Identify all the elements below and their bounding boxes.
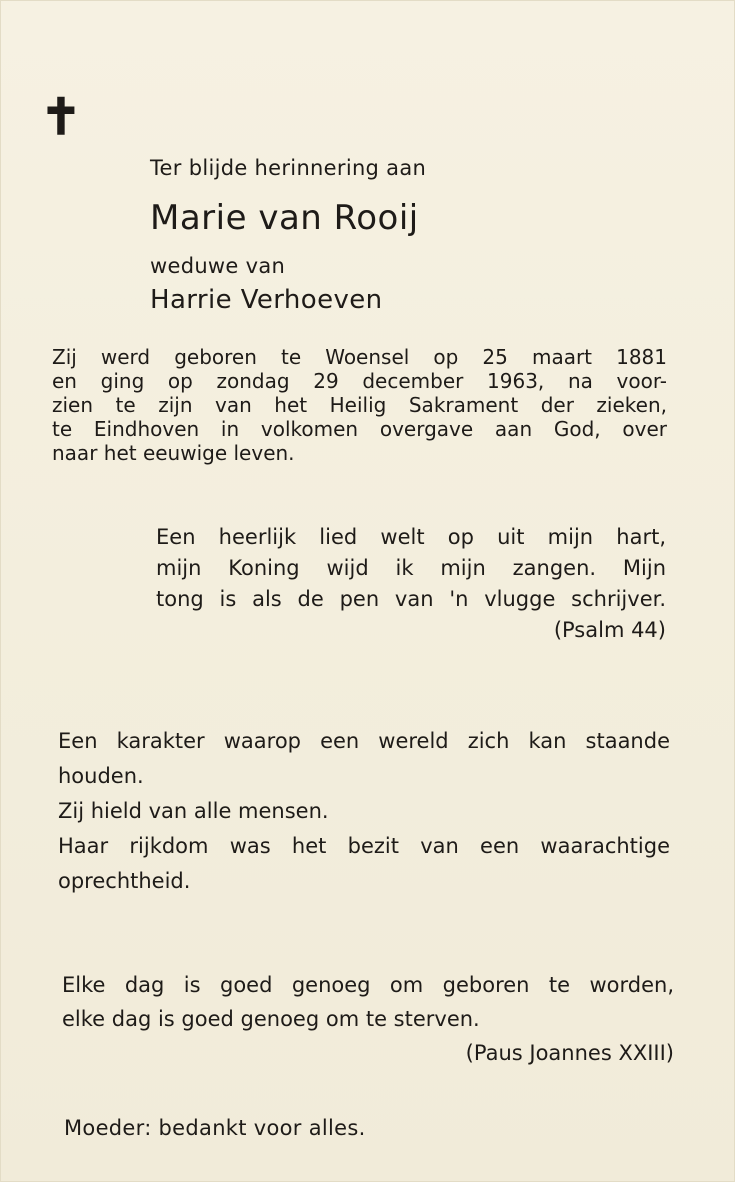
biography-line: Zij werd geboren te Woensel op 25 maart 1881 — [52, 345, 667, 369]
biography-line: te Eindhoven in volkomen overgave aan God, over — [52, 417, 667, 441]
character-line: oprechtheid. — [58, 869, 191, 893]
pope-quote-line: elke dag is goed genoeg om te sterven. — [62, 1007, 480, 1031]
intro-text: Ter blijde herinnering aan — [150, 156, 427, 180]
psalm-source: (Psalm 44) — [553, 618, 666, 642]
pope-quote-source: (Paus Joannes XXIII) — [465, 1041, 674, 1065]
character-text — [58, 724, 670, 899]
psalm-line: Een heerlijk lied welt op uit mijn hart, — [156, 525, 666, 549]
biography-line: zien te zijn van het Heilig Sakrament der zieken, — [52, 393, 667, 417]
psalm-line: mijn Koning wijd ik mijn zangen. Mijn — [156, 556, 666, 580]
deceased-name: Marie van Rooij — [150, 198, 419, 238]
psalm-line: tong is als de pen van 'n vlugge schrijver. — [156, 587, 666, 611]
character-line: houden. — [58, 764, 144, 788]
character-line: Zij hield van alle mensen. — [58, 799, 329, 823]
psalm-quote — [156, 522, 666, 646]
pope-quote-line: Elke dag is goed genoeg om geboren te worden, — [62, 973, 674, 997]
biography-line: en ging op zondag 29 december 1963, na voor- — [52, 369, 667, 393]
pope-quote — [62, 968, 674, 1070]
character-line: Een karakter waarop een wereld zich kan staande — [58, 729, 670, 753]
biography-line: naar het eeuwige leven. — [52, 441, 295, 465]
biography — [52, 345, 667, 465]
character-line: Haar rijkdom was het bezit van een waarachtige — [58, 834, 670, 858]
widow-label: weduwe van — [150, 254, 286, 278]
husband-name: Harrie Verhoeven — [150, 285, 383, 315]
thanks-text: Moeder: bedankt voor alles. — [64, 1116, 366, 1140]
cross-icon: ✝ — [40, 87, 82, 146]
